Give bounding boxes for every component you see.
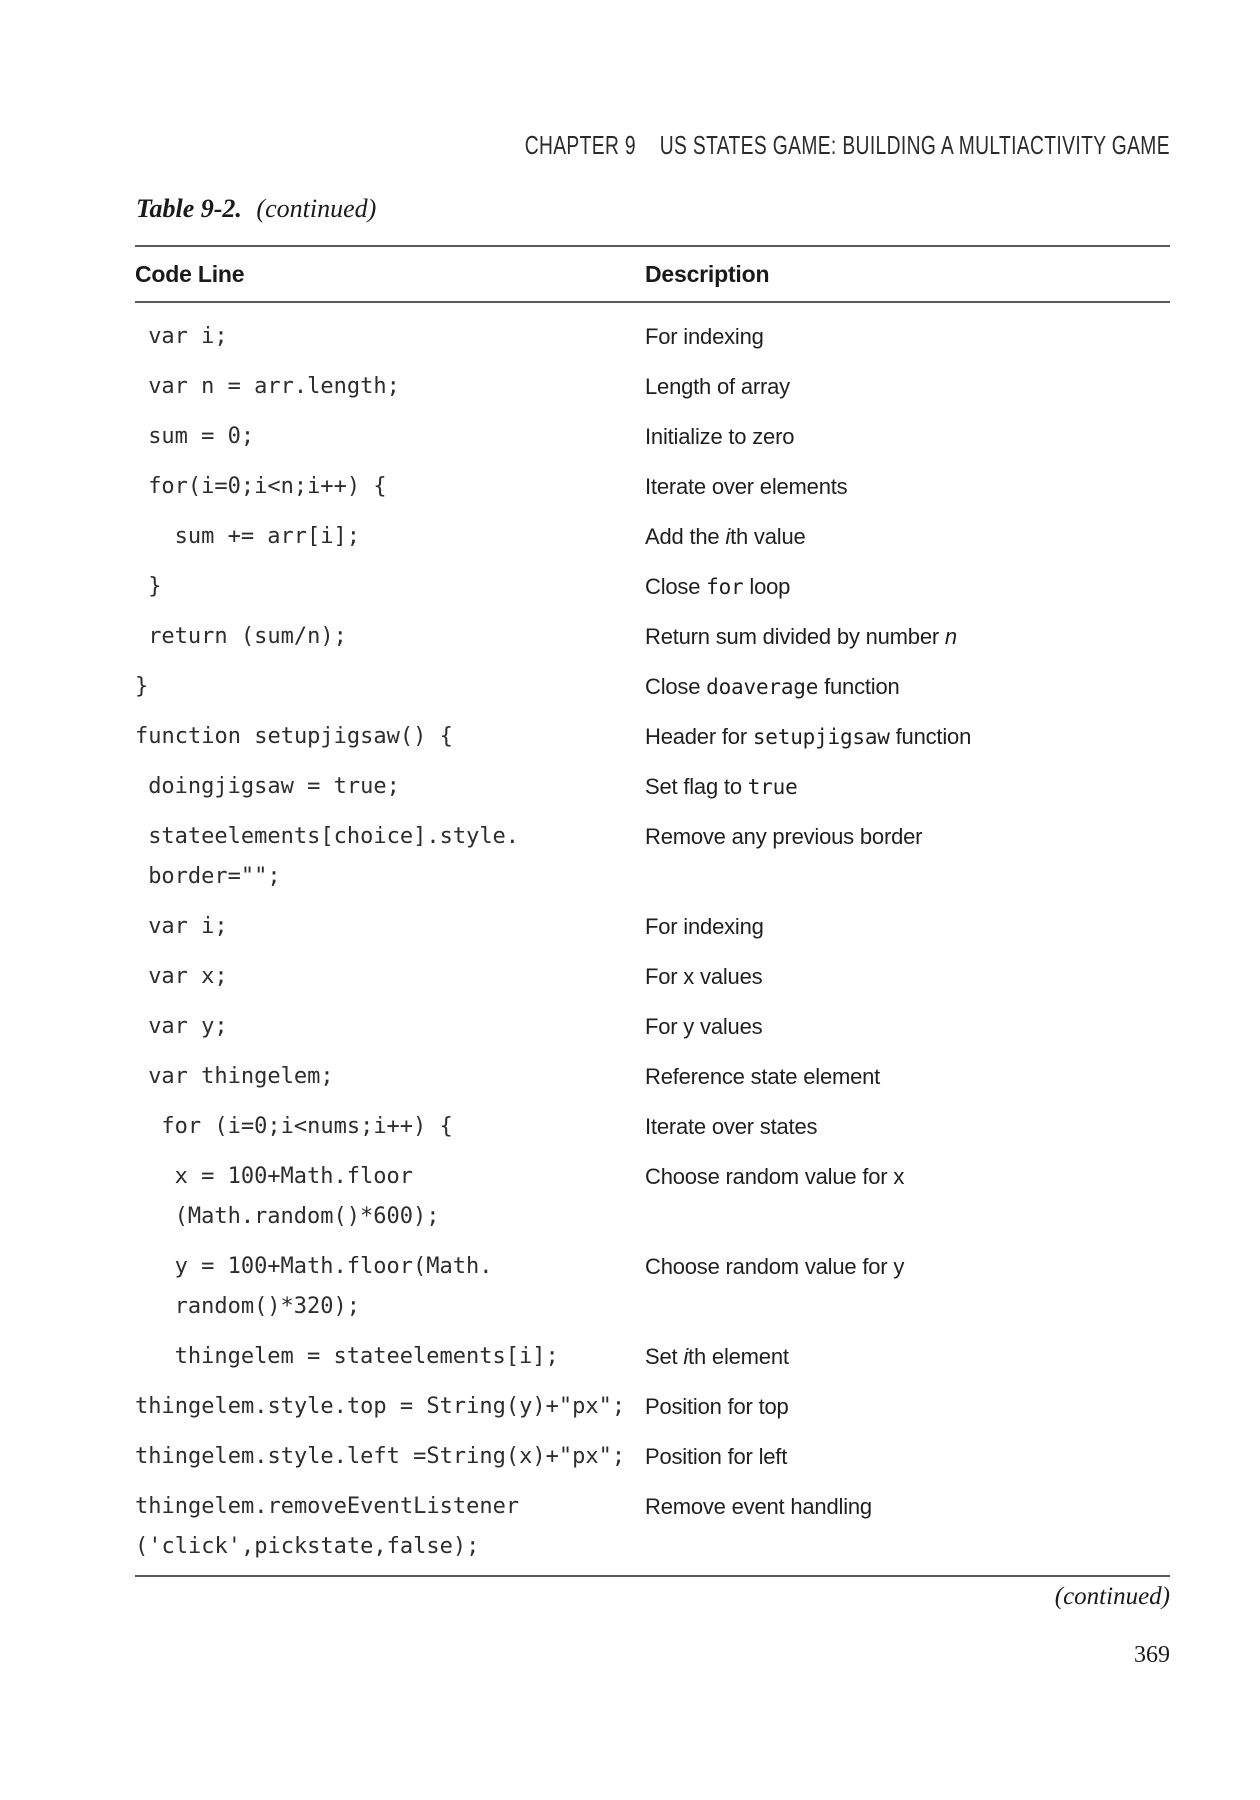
description-cell: [645, 817, 922, 857]
table-row: [135, 517, 1170, 557]
code-line: }: [148, 574, 162, 599]
table-caption-label: Table 9-2.: [136, 194, 242, 223]
table-row: [135, 467, 1170, 507]
code-line: var x;: [148, 964, 228, 989]
table-row: [135, 1157, 1170, 1237]
description-text: Choose random value for x: [645, 1164, 905, 1189]
code-line: sum = 0;: [148, 424, 255, 449]
code-line: var thingelem;: [148, 1064, 334, 1089]
code-line: var y;: [148, 1014, 228, 1039]
table-row: [135, 417, 1170, 457]
description-text: th element: [688, 1344, 789, 1369]
description-cell: [645, 1387, 789, 1427]
code-line: var i;: [148, 324, 228, 349]
code-line: random()*320);: [174, 1294, 361, 1319]
description-text: loop: [743, 574, 791, 599]
description-text: i: [683, 1344, 689, 1369]
description-text: Close: [645, 674, 707, 699]
description-text: Set: [645, 1344, 684, 1369]
description-text: For indexing: [645, 914, 764, 939]
table-caption: [136, 194, 376, 224]
code-line: return (sum/n);: [148, 624, 347, 649]
description-text: Add the: [645, 524, 726, 549]
table-row: [135, 1487, 1170, 1567]
description-cell: [645, 767, 798, 807]
description-text: For y values: [645, 1014, 763, 1039]
description-text: n: [944, 624, 957, 649]
table-caption-continued: (continued): [256, 194, 377, 223]
page-number: 369: [1134, 1642, 1170, 1668]
description-text: For x values: [645, 964, 763, 989]
chapter-label: CHAPTER 9: [524, 130, 637, 160]
description-text: Length of array: [645, 374, 790, 399]
table-row: [135, 1107, 1170, 1147]
description-cell: [645, 617, 957, 657]
description-text: Choose random value for y: [645, 1254, 905, 1279]
description-text: i: [725, 524, 731, 549]
table-row: [135, 1337, 1170, 1377]
table-row: [135, 957, 1170, 997]
description-cell: [645, 1247, 904, 1287]
table-row: [135, 317, 1170, 357]
description-cell: [645, 1107, 817, 1147]
description-text: doaverage: [706, 675, 819, 699]
table-row: [135, 907, 1170, 947]
table-header-row: [135, 247, 1170, 303]
description-text: true: [747, 775, 798, 799]
description-cell: [645, 417, 794, 457]
description-text: Close: [645, 574, 707, 599]
table-row: [135, 1247, 1170, 1327]
table-row: [135, 1007, 1170, 1047]
code-line: (Math.random()*600);: [174, 1204, 440, 1229]
chapter-title: US STATES GAME: BUILDING A MULTIACTIVITY GAME: [659, 130, 1170, 160]
code-line: function setupjigsaw() {: [135, 724, 453, 749]
code-line: thingelem.removeEventListener: [135, 1494, 520, 1519]
description-text: setupjigsaw: [752, 725, 890, 749]
code-line: thingelem.style.top = String(y)+"px";: [135, 1394, 626, 1419]
description-cell: [645, 717, 971, 757]
description-cell: [645, 1487, 872, 1527]
code-line: ('click',pickstate,false);: [135, 1534, 480, 1559]
table-row: [135, 667, 1170, 707]
description-cell: [645, 467, 847, 507]
code-line: thingelem.style.left =String(x)+"px";: [135, 1444, 626, 1469]
table-body: [135, 303, 1170, 1575]
description-text: Iterate over elements: [645, 474, 848, 499]
description-cell: [645, 567, 790, 607]
description-text: Reference state element: [645, 1064, 881, 1089]
description-text: for: [706, 575, 744, 599]
description-cell: [645, 1057, 880, 1097]
description-text: Iterate over states: [645, 1114, 818, 1139]
description-cell: [645, 1437, 787, 1477]
code-line: x = 100+Math.floor: [174, 1164, 414, 1189]
code-line: stateelements[choice].style.: [148, 824, 520, 849]
table-row: [135, 1057, 1170, 1097]
table-row: [135, 817, 1170, 897]
code-line: border="";: [148, 864, 281, 889]
description-cell: [645, 1007, 762, 1047]
description-text: function: [818, 674, 900, 699]
description-text: Remove any previous border: [645, 824, 923, 849]
running-head: [298, 130, 1170, 160]
continued-footer: (continued): [1054, 1583, 1170, 1610]
table-row: [135, 617, 1170, 657]
code-line: for(i=0;i<n;i++) {: [148, 474, 387, 499]
description-cell: [645, 907, 764, 947]
description-text: Position for top: [645, 1394, 789, 1419]
code-line: thingelem = stateelements[i];: [174, 1344, 559, 1369]
description-text: Initialize to zero: [645, 424, 795, 449]
description-cell: [645, 517, 806, 557]
description-cell: [645, 1157, 904, 1197]
table-row: [135, 1437, 1170, 1477]
description-cell: [645, 317, 764, 357]
description-text: Return sum divided by number: [645, 624, 945, 649]
description-text: For indexing: [645, 324, 764, 349]
column-header-description: Description: [645, 261, 770, 287]
code-line: var n = arr.length;: [148, 374, 400, 399]
table-row: [135, 367, 1170, 407]
code-line: for (i=0;i<nums;i++) {: [161, 1114, 453, 1139]
table-row: [135, 717, 1170, 757]
description-cell: [645, 667, 900, 707]
description-text: Header for: [645, 724, 753, 749]
code-line: y = 100+Math.floor(Math.: [174, 1254, 493, 1279]
description-text: Set flag to: [645, 774, 748, 799]
code-line: }: [135, 674, 149, 699]
table-row: [135, 1387, 1170, 1427]
column-header-code-line: Code Line: [135, 261, 245, 287]
code-line: sum += arr[i];: [174, 524, 361, 549]
code-line: doingjigsaw = true;: [148, 774, 400, 799]
description-text: function: [889, 724, 972, 749]
description-text: th value: [730, 524, 806, 549]
description-text: Position for left: [645, 1444, 788, 1469]
table-row: [135, 567, 1170, 607]
description-cell: [645, 367, 790, 407]
code-description-table: [135, 245, 1170, 1577]
table-row: [135, 767, 1170, 807]
description-cell: [645, 1337, 789, 1377]
description-cell: [645, 957, 762, 997]
code-line: var i;: [148, 914, 228, 939]
description-text: Remove event handling: [645, 1494, 872, 1519]
